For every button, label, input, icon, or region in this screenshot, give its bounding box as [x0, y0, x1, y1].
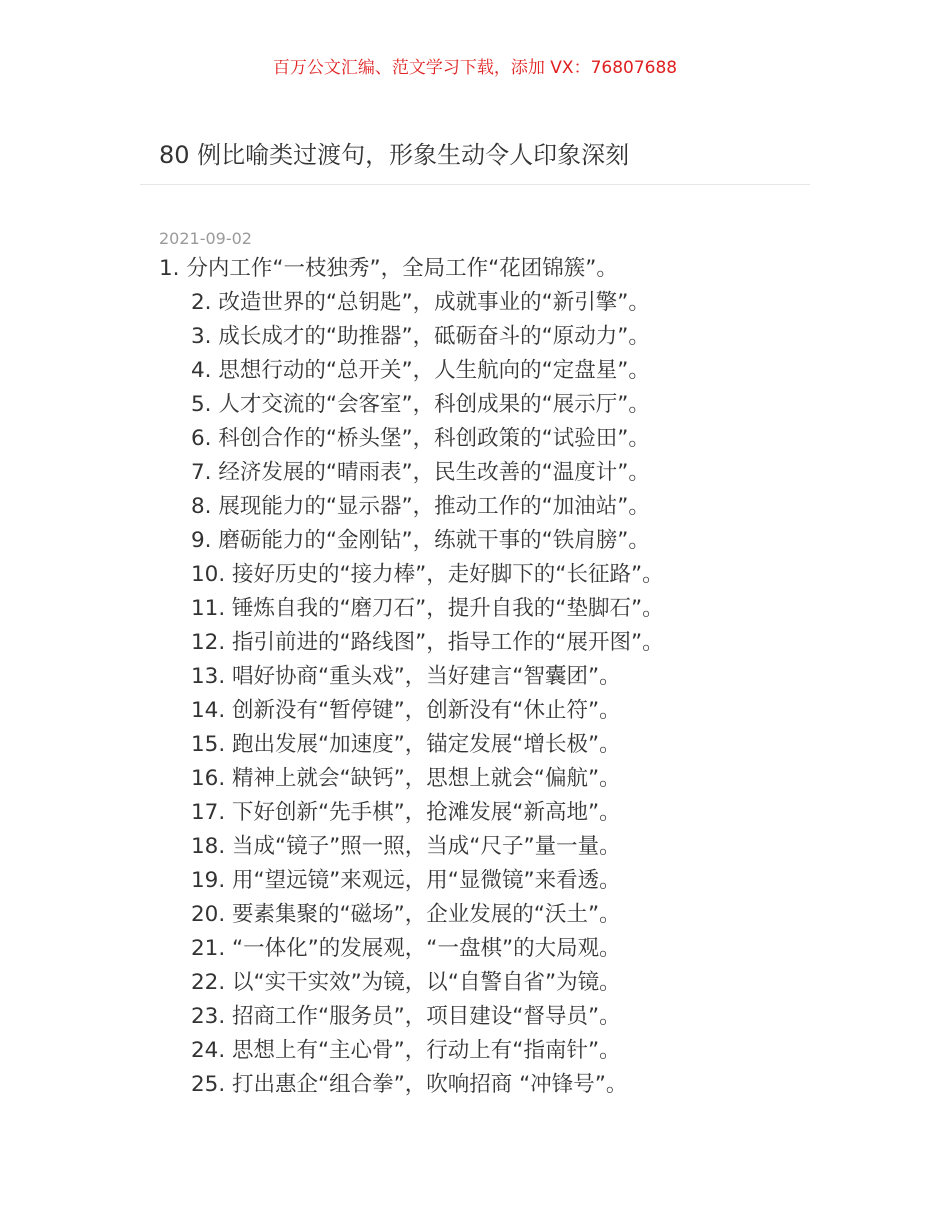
article-title: 80 例比喻类过渡句，形象生动令人印象深刻 [159, 141, 630, 169]
list-item: 5. 人才交流的“会客室”，科创成果的“展示厅”。 [191, 392, 650, 417]
metaphor-list [0, 252, 950, 1102]
list-item: 14. 创新没有“暂停键”，创新没有“休止符”。 [191, 698, 621, 723]
watermark-banner: 百万公文汇编、范文学习下载，添加 VX：76807688 [272, 58, 678, 78]
list-item: 22. 以“实干实效”为镜，以“自警自省”为镜。 [191, 970, 621, 995]
list-item: 18. 当成“镜子”照一照，当成“尺子”量一量。 [191, 834, 621, 859]
list-item: 15. 跑出发展“加速度”，锚定发展“增长极”。 [191, 732, 621, 757]
publish-date: 2021-09-02 [159, 229, 252, 248]
list-item: 4. 思想行动的“总开关”，人生航向的“定盘星”。 [191, 358, 650, 383]
list-item: 9. 磨砺能力的“金刚钻”，练就干事的“铁肩膀”。 [191, 528, 650, 553]
list-item: 11. 锤炼自我的“磨刀石”，提升自我的“垫脚石”。 [191, 596, 664, 621]
list-item: 21. “一体化”的发展观，“一盘棋”的大局观。 [191, 936, 621, 961]
list-item: 19. 用“望远镜”来观远，用“显微镜”来看透。 [191, 868, 621, 893]
list-item: 17. 下好创新“先手棋”，抢滩发展“新高地”。 [191, 800, 621, 825]
list-item: 8. 展现能力的“显示器”，推动工作的“加油站”。 [191, 494, 650, 519]
list-item: 10. 接好历史的“接力棒”，走好脚下的“长征路”。 [191, 562, 664, 587]
list-item: 20. 要素集聚的“磁场”，企业发展的“沃土”。 [191, 902, 621, 927]
list-item: 1. 分内工作“一枝独秀”，全局工作“花团锦簇”。 [159, 256, 618, 281]
list-item: 13. 唱好协商“重头戏”，当好建言“智囊团”。 [191, 664, 621, 689]
list-item: 16. 精神上就会“缺钙”，思想上就会“偏航”。 [191, 766, 621, 791]
list-item: 12. 指引前进的“路线图”，指导工作的“展开图”。 [191, 630, 664, 655]
list-item: 23. 招商工作“服务员”，项目建设“督导员”。 [191, 1004, 621, 1029]
list-item: 24. 思想上有“主心骨”，行动上有“指南针”。 [191, 1038, 621, 1063]
list-item: 2. 改造世界的“总钥匙”，成就事业的“新引擎”。 [191, 290, 650, 315]
list-item: 6. 科创合作的“桥头堡”，科创政策的“试验田”。 [191, 426, 650, 451]
title-divider [140, 184, 810, 185]
list-item: 7. 经济发展的“晴雨表”，民生改善的“温度计”。 [191, 460, 650, 485]
list-item: 3. 成长成才的“助推器”，砥砺奋斗的“原动力”。 [191, 324, 650, 349]
list-item: 25. 打出惠企“组合拳”，吹响招商 “冲锋号”。 [191, 1072, 628, 1097]
